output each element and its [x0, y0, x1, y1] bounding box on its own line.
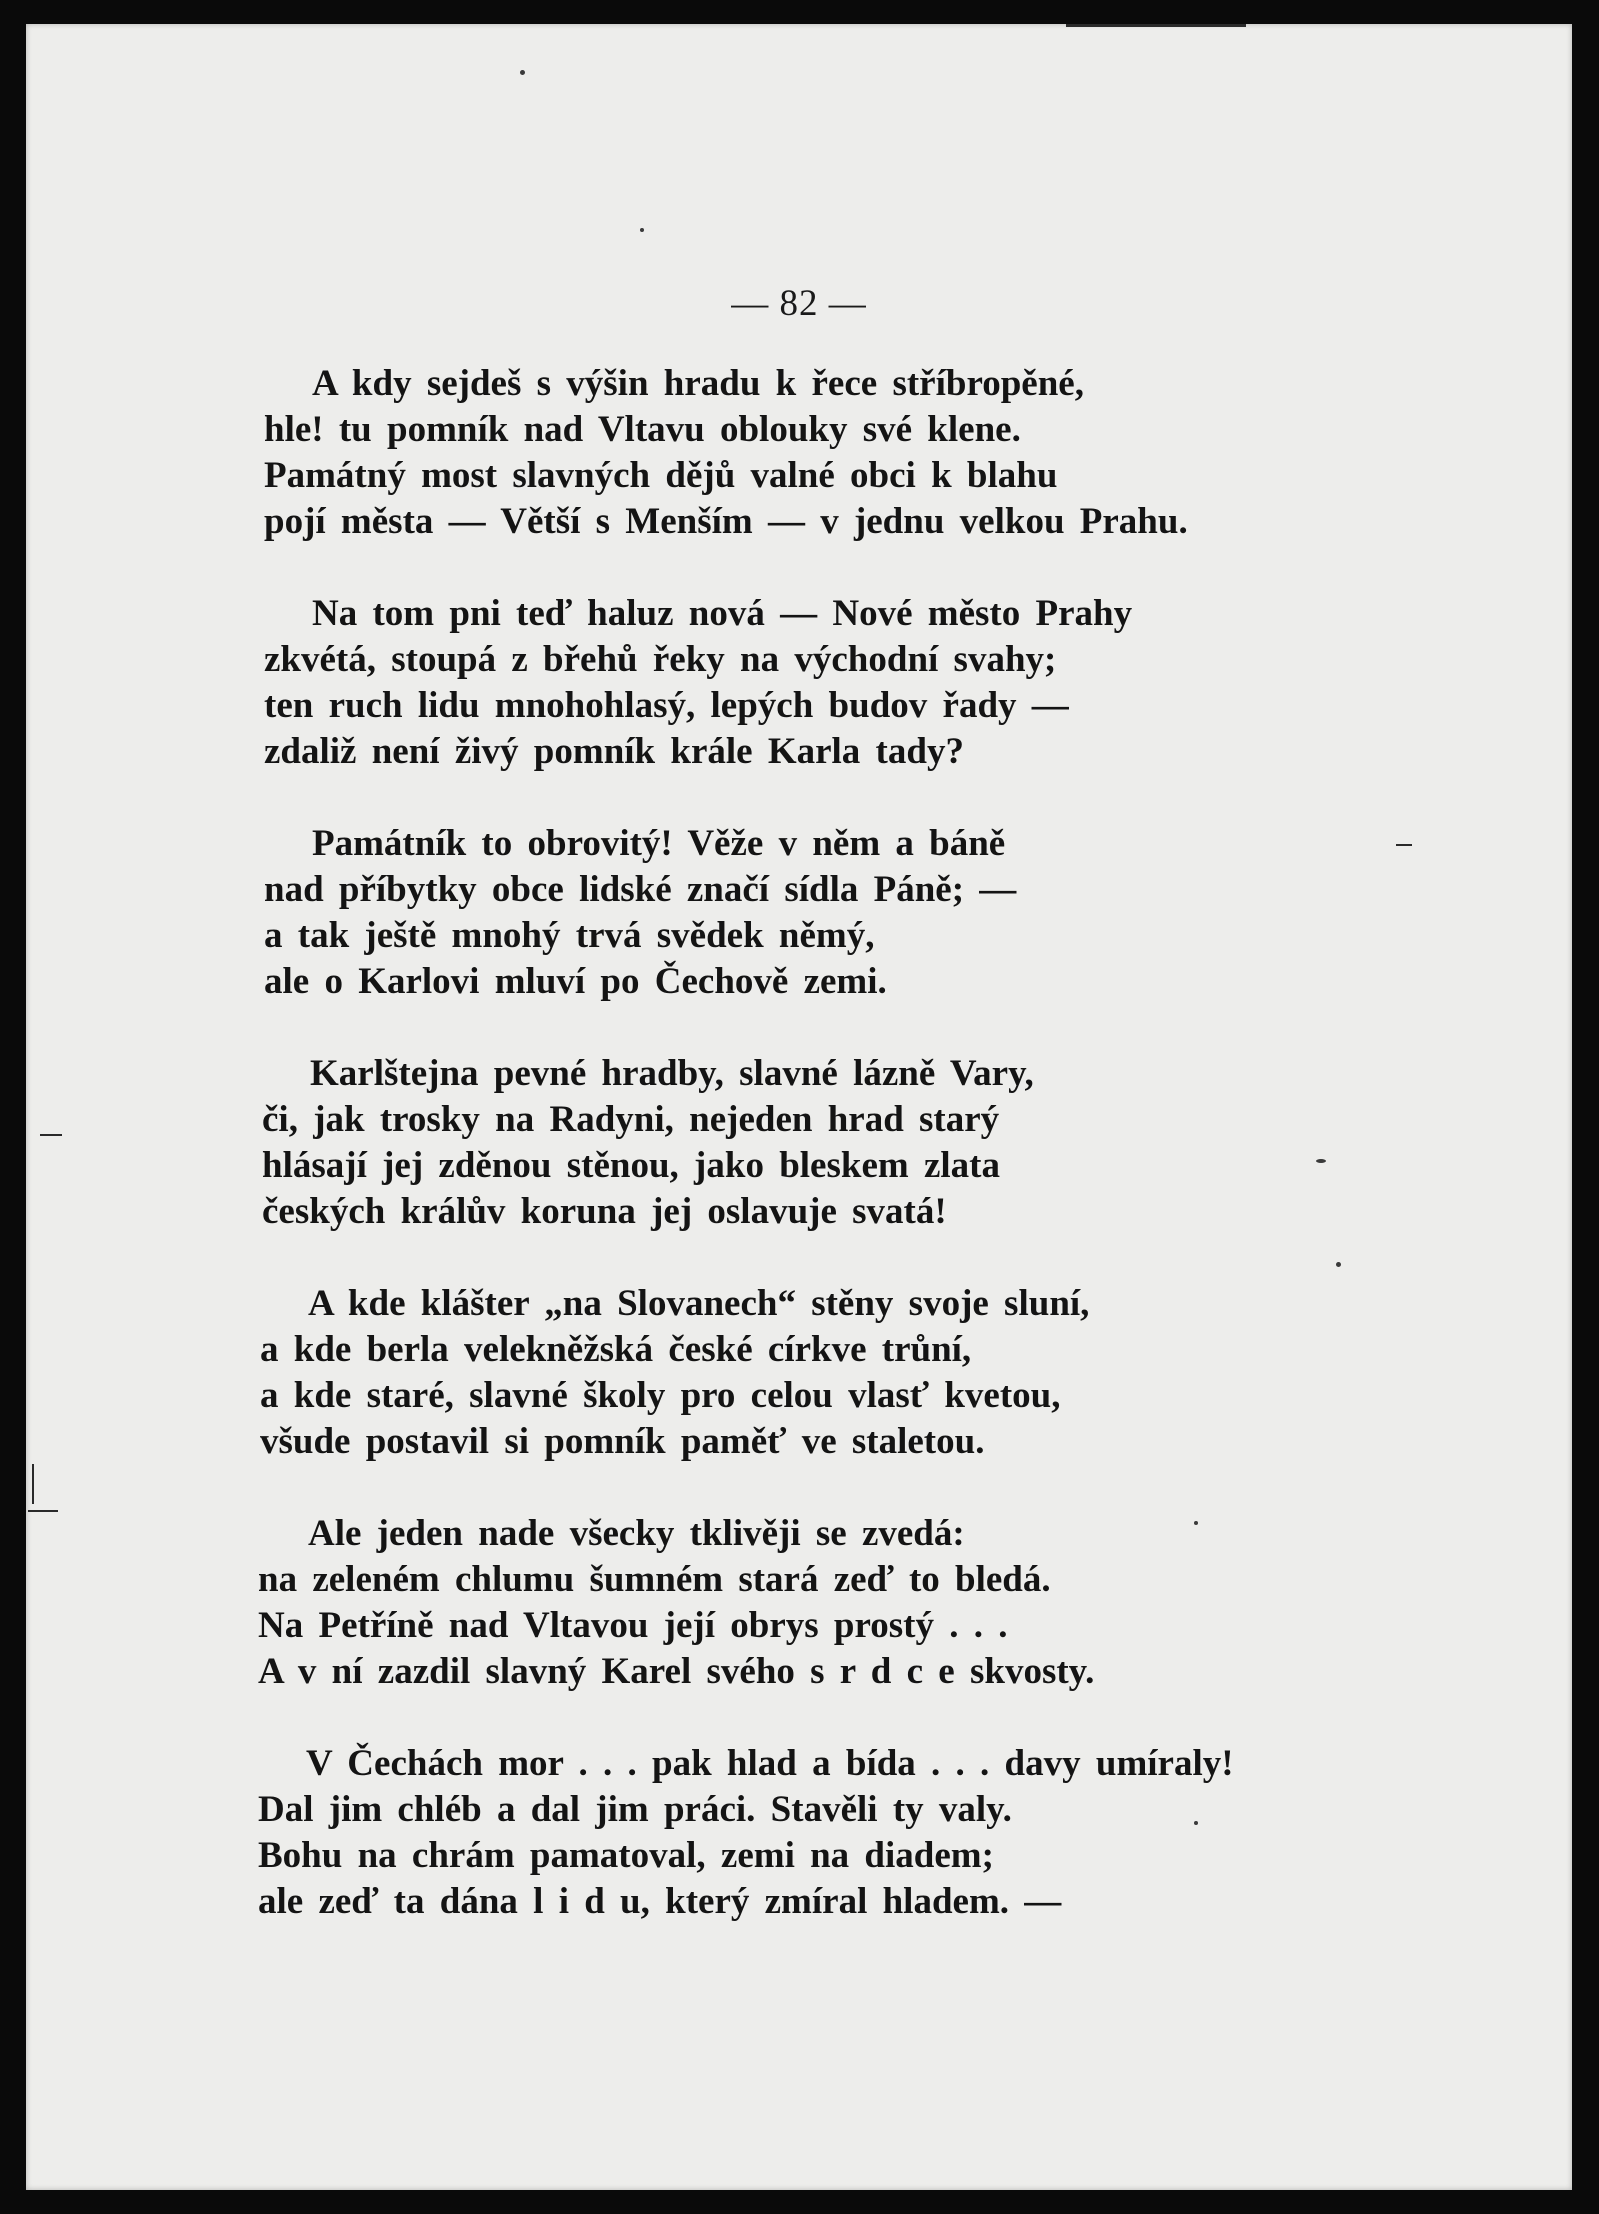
scan-edge-mark: [1066, 24, 1246, 27]
poem-line: a kde staré, slavné školy pro celou vlasť kvetou,: [260, 1375, 1061, 1416]
poem-line: ale o Karlovi mluví po Čechově zemi.: [264, 961, 887, 1002]
poem-line: a tak ještě mnohý trvá svědek němý,: [264, 915, 875, 956]
poem-line: českých králův koruna jej oslavuje svatá!: [262, 1191, 947, 1232]
poem-line: Karlštejna pevné hradby, slavné lázně Vary,: [310, 1053, 1034, 1094]
poem-line: a kde berla velekněžská české církve trůní,: [260, 1329, 972, 1370]
poem-line: Ale jeden nade všecky tklivěji se zvedá:: [308, 1513, 965, 1554]
poem-line: zkvétá, stoupá z břehů řeky na východní svahy;: [264, 639, 1057, 680]
poem-line: A kdy sejdeš s výšin hradu k řece stříbropěné,: [312, 363, 1084, 404]
poem-line: či, jak trosky na Radyni, nejeden hrad starý: [262, 1099, 1000, 1140]
poem-line: ale zeď ta dána l i d u, který zmíral hladem. —: [258, 1881, 1062, 1922]
poem-line: hlásají jej zděnou stěnou, jako bleskem zlata: [262, 1145, 1000, 1186]
poem-line: zdaliž není živý pomník krále Karla tady?: [264, 731, 964, 772]
poem: [26, 24, 1572, 2190]
poem-line: Bohu na chrám pamatoval, zemi na diadem;: [258, 1835, 994, 1876]
poem-line: hle! tu pomník nad Vltavu oblouky své klene.: [264, 409, 1021, 450]
poem-line: Památný most slavných dějů valné obci k blahu: [264, 455, 1058, 496]
scan-speck: [640, 228, 644, 232]
poem-line: ten ruch lidu mnohohlasý, lepých budov řady —: [264, 685, 1069, 726]
page-number: — 82 —: [731, 283, 867, 324]
scan-edge-mark: [40, 1134, 62, 1136]
poem-line: A kde klášter „na Slovanech“ stěny svoje sluní,: [308, 1283, 1090, 1324]
poem-line: pojí města — Větší s Menším — v jednu velkou Prahu.: [264, 501, 1188, 542]
scan-speck: [1194, 1521, 1198, 1525]
poem-line: Památník to obrovitý! Věže v něm a báně: [312, 823, 1006, 864]
poem-line: na zeleném chlumu šumném stará zeď to bledá.: [258, 1559, 1051, 1600]
scan-speck: [1194, 1821, 1198, 1825]
poem-line: Na tom pni teď haluz nová — Nové město Prahy: [312, 593, 1133, 634]
scan-speck: [1316, 1159, 1326, 1163]
book-page: [26, 24, 1572, 2190]
poem-line: A v ní zazdil slavný Karel svého s r d c e skvosty.: [258, 1651, 1095, 1692]
poem-line: všude postavil si pomník paměť ve staletou.: [260, 1421, 985, 1462]
scan-speck: [520, 70, 525, 75]
poem-line: V Čechách mor . . . pak hlad a bída . . . davy umíraly!: [306, 1743, 1234, 1784]
poem-line: Na Petříně nad Vltavou její obrys prostý . . .: [258, 1605, 1008, 1646]
scan-edge-mark: [28, 1510, 58, 1512]
poem-line: nad příbytky obce lidské značí sídla Páně; —: [264, 869, 1017, 910]
poem-line: Dal jim chléb a dal jim práci. Stavěli ty valy.: [258, 1789, 1012, 1830]
scan-speck: [1336, 1262, 1341, 1267]
scan-edge-mark: [1396, 844, 1412, 846]
scan-edge-mark: [32, 1464, 34, 1504]
